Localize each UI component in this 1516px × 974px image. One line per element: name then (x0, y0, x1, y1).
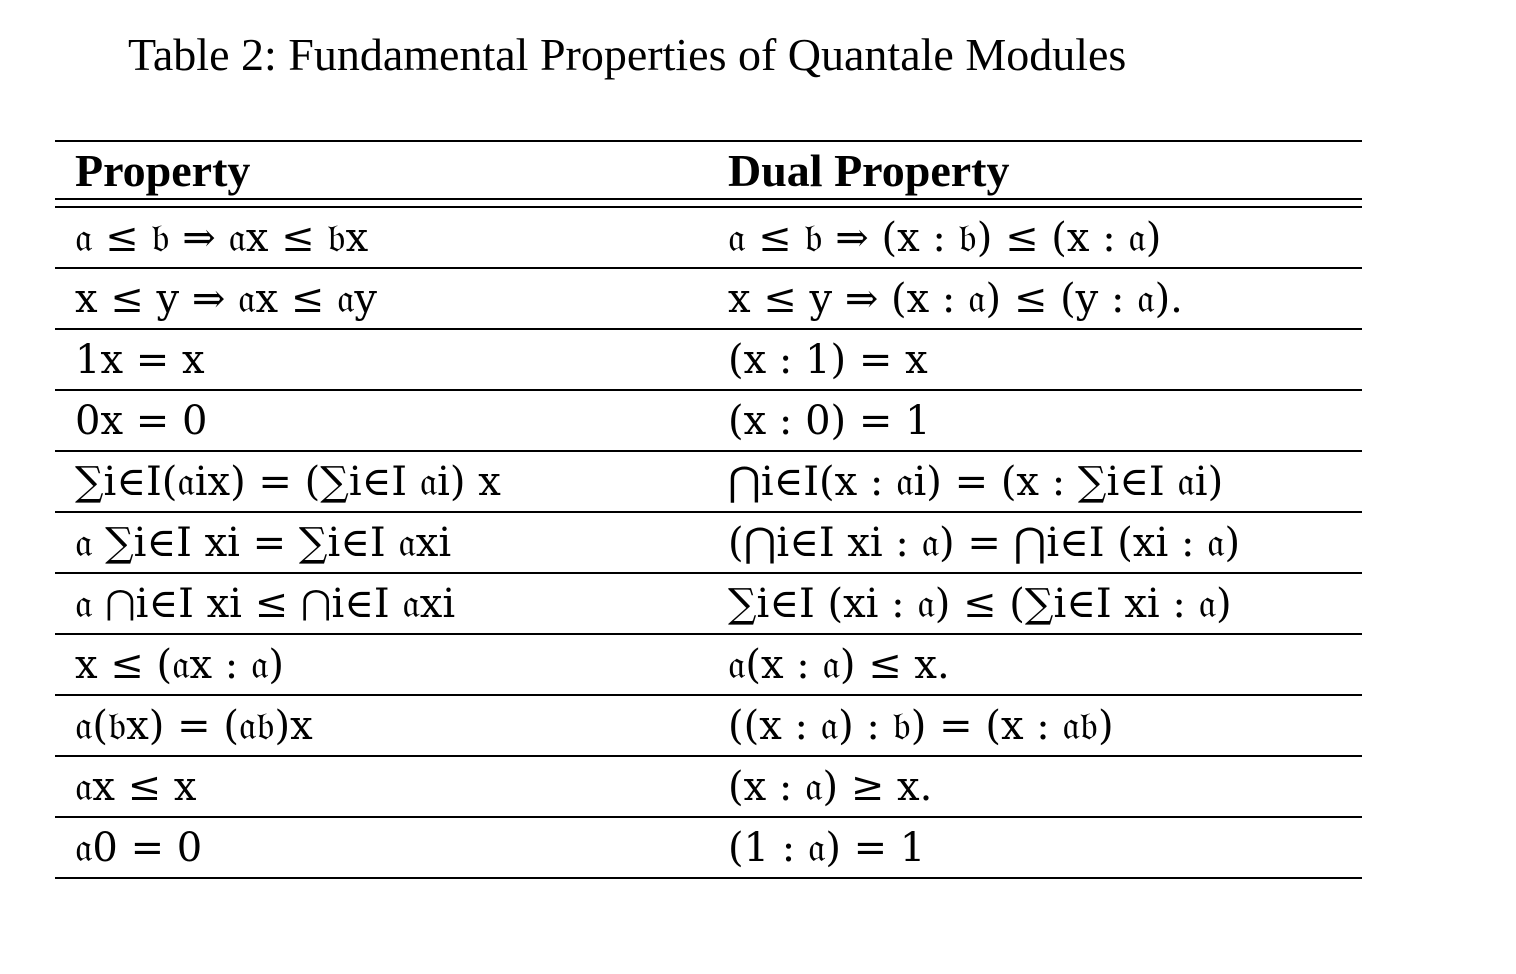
dual-property-cell: ∑i∈I (xi : 𝔞) ≤ (∑i∈I xi : 𝔞) (728, 580, 1232, 627)
property-cell: x ≤ (𝔞x : 𝔞) (75, 641, 284, 688)
dual-property-cell: (x : 0) = 1 (728, 397, 931, 444)
property-cell: x ≤ y ⇒ 𝔞x ≤ 𝔞y (75, 275, 377, 322)
table-row (55, 818, 1362, 879)
column-header-property: Property (75, 144, 251, 196)
table-row (55, 269, 1362, 330)
table-row (55, 330, 1362, 391)
property-cell: ∑i∈I(𝔞ix) = (∑i∈I 𝔞i) x (75, 458, 501, 505)
table-row (55, 452, 1362, 513)
dual-property-cell: (x : 𝔞) ≥ x. (728, 763, 933, 810)
dual-property-cell: x ≤ y ⇒ (x : 𝔞) ≤ (y : 𝔞). (728, 275, 1183, 322)
table-row (55, 574, 1362, 635)
table-header-row (55, 142, 1362, 198)
dual-property-cell: 𝔞 ≤ 𝔟 ⇒ (x : 𝔟) ≤ (x : 𝔞) (728, 214, 1162, 261)
table-row (55, 757, 1362, 818)
table-row (55, 208, 1362, 269)
column-header-dual-property: Dual Property (728, 144, 1010, 196)
property-cell: 𝔞(𝔟x) = (𝔞𝔟)x (75, 702, 313, 749)
dual-property-cell: ((x : 𝔞) : 𝔟) = (x : 𝔞𝔟) (728, 702, 1114, 749)
table-row (55, 513, 1362, 574)
properties-table (55, 140, 1362, 879)
table-caption: Table 2: Fundamental Properties of Quantale Modules (128, 29, 1127, 80)
property-cell: 0x = 0 (75, 397, 208, 444)
property-cell: 𝔞 ⋂i∈I xi ≤ ⋂i∈I 𝔞xi (75, 580, 456, 627)
dual-property-cell: 𝔞(x : 𝔞) ≤ x. (728, 641, 950, 688)
property-cell: 𝔞 ∑i∈I xi = ∑i∈I 𝔞xi (75, 519, 452, 566)
property-cell: 𝔞 ≤ 𝔟 ⇒ 𝔞x ≤ 𝔟x (75, 214, 369, 261)
table-row (55, 635, 1362, 696)
property-cell: 1x = x (75, 336, 205, 383)
property-cell: 𝔞x ≤ x (75, 763, 197, 810)
property-cell: 𝔞0 = 0 (75, 824, 203, 871)
dual-property-cell: (⋂i∈I xi : 𝔞) = ⋂i∈I (xi : 𝔞) (728, 519, 1241, 566)
dual-property-cell: ⋂i∈I(x : 𝔞i) = (x : ∑i∈I 𝔞i) (728, 458, 1224, 505)
dual-property-cell: (x : 1) = x (728, 336, 928, 383)
table-row (55, 391, 1362, 452)
table-row (55, 696, 1362, 757)
dual-property-cell: (1 : 𝔞) = 1 (728, 824, 926, 871)
